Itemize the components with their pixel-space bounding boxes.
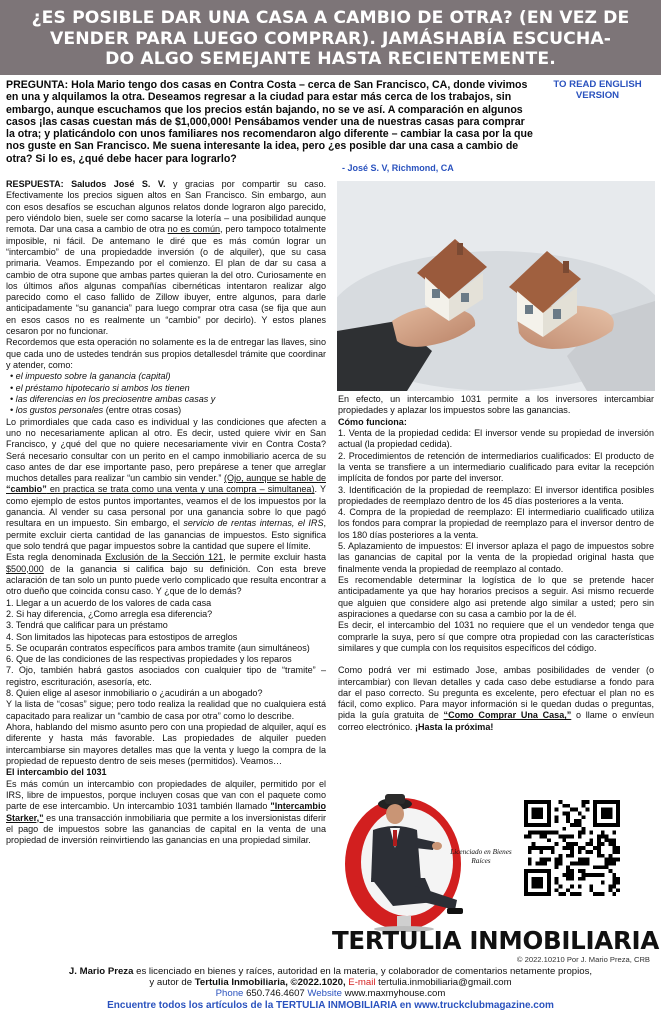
headline-line-1: ¿ES POSIBLE DAR UNA CASA A CAMBIO DE OTRA? (EN VEZ DE <box>31 8 630 28</box>
step-item: 2. Procedimientos de retención de intermediarios cualificados: El producto de la venta se transfiere a un intermediario cualificado para evitar la recepción implícita de fondos por parte del inversor. <box>338 450 654 484</box>
list-item: • las diferencias en los preciosentre ambas casas y <box>10 393 216 404</box>
step-item: 8. Quien elige al asesor inmobiliario o ¿acudirán a un abogado? <box>6 688 263 699</box>
answer-lead: RESPUESTA: Saludos José S. V. <box>6 179 166 189</box>
answer-text: . Y como ejemplo de estos puntos importantes, veamos el de los impuestos por la ganancia. Al vender su casa personal por una ganancia sobre lo que pagó resultara en un impuesto. Sin embargo, el <box>6 484 326 529</box>
website-label: Website <box>307 988 342 1000</box>
step-item: 5. Se ocuparán contratos específicos para ambos tramite (aun simultáneos) <box>6 642 310 653</box>
list-item-tail: (entre otras cosas) <box>105 405 182 416</box>
step-item: 3. Tendrá que calificar para un préstamo <box>6 620 168 631</box>
answer-paragraph: Ahora, hablando del mismo asunto pero con una propiedad de alquiler, aquí es diferente y hasta más favorable. Las propiedades de alquiler pueden intercambiarse sin mayores detalles mas que la venta y luego la compra de la propiedad de repuesto dentro de seis meses (permitidos). Veamos… <box>6 722 326 766</box>
not-common-emphasis: no es común <box>167 224 221 235</box>
section-heading-1031: El intercambio del 1031 <box>6 767 107 778</box>
answer-column-right <box>338 394 654 733</box>
english-version-link[interactable]: TO READ ENGLISH VERSION <box>553 79 642 101</box>
note-underlined: en practica se trata como una venta y una compra – simultanea) <box>46 484 315 495</box>
book-title: Tertulia Inmobiliaria, ©2022.1020, <box>194 977 346 989</box>
answer-column-left <box>6 179 326 846</box>
question-text: PREGUNTA: Hola Mario tengo dos casas en Contra Costa – cerca de San Francisco, CA, donde vivimos en una y alquilamos la otra. Deseamos regresar a la ciudad para estar más cerca de los trabajos, sin embargo, aunque escuchamos que los precios están bajando, no se ve así. A comparación en algunos casos ¡las casas cuestan más de $1,000,000! Pensábamos vender una de nuestras casas para comprar la otra; y platicándolo con unos familiares nos recomendaron algo diferente – cambiar la casa por la que nos guste en San Francisco. Me suena interesante la idea, pero ¿es posible dar una casa a cambio de otra? Si lo es, ¿qué debe hacer para lograrlo? <box>6 79 533 165</box>
email-link[interactable]: tertulia.inmobiliaria@gmail.com <box>378 977 512 989</box>
list-item-text: • los gustos personales <box>10 405 104 416</box>
note-underlined: (Ojo, aunque se hable de <box>224 473 327 484</box>
author-name: J. Mario Preza <box>68 966 134 977</box>
step-item: 4. Son limitados las hipotecas para estostipos de arreglos <box>6 631 238 642</box>
question-signature: - José S. V, Richmond, CA <box>342 163 454 173</box>
answer-text: Es más común un intercambio con propiedades de alquiler, permitido por el IRS, libre de impuestos, porque incluyen cosas que van con el paquete como parte de ese intercambio. Un intercambio 1031 también llamado <box>6 778 326 812</box>
answer-text: Lo primordiales que cada caso es individual y las condiciones que afecten a uno no necesariamente aplican al otro. Es decir, usted quiere vivir en San Francisco, y ¿qué del que no quiere necesariamente vivir en Contra Costa? Será necesario consultar con un perito en el campo inmobiliario acerca de su caso antes de dar ese importante paso, pero prepárese a tener que arreglar muchos detalles para realizar “un cambio sin vender.” <box>6 416 326 484</box>
answer-text: y gracias por compartir su caso. Efectivamente los precios siguen altos en San Francisco. Sin embargo, aun con esos desafíos se escuchan algunos relatos donde lograron algo parecido, pero viéndolo bien, suele ser como sacarse la lotería – una posibilidad aunque remota. Dar una casa a cambio de otra <box>6 179 326 235</box>
section-121-emphasis: Exclusión de la Sección 121 <box>105 552 224 563</box>
headline-banner <box>0 0 661 75</box>
amount-emphasis: $500,000 <box>6 563 44 574</box>
copyright-notice: © 2022.10210 Por J. Mario Preza, CRB <box>516 955 650 964</box>
step-item: 6. Que de las condiciones de las respectivas propiedades y los reparos <box>6 654 292 665</box>
answer-text: , le permite excluir hasta <box>223 552 326 563</box>
free-guide-link[interactable]: “Como Comprar Una Casa,” <box>443 710 572 721</box>
answer-paragraph: Recordemos que esta operación no solamente es la de entregar las llaves, sino que cada uno de ustedes tendrán sus propios detallesdel trámite que coordinar y atender, como: <box>6 337 326 370</box>
brand-title: TERTULIA INMOBILIARIA <box>332 926 659 955</box>
answer-text: Esta regla denominada <box>6 552 102 563</box>
step-item: 2. Si hay diferencia, ¿Como arregla esa diferencia? <box>6 608 213 619</box>
answer-text: de la ganancia si califica bajo su definición. Con esta breve aclaración de tan solo un punto puede verlo complicado que resulta encontrar a otro dueño que coincida consu caso. Y ¿que de lo demás? <box>6 563 327 597</box>
qr-code[interactable] <box>524 800 620 896</box>
headline-line-2: VENDER PARA LUEGO COMPRAR). JAMÁSHABÍA ESCUCHA- <box>49 28 612 49</box>
step-item: 4. Compra de la propiedad de reemplazo: El intermediario cualificado utiliza los fondos para comprar la propiedad de reemplazo para el inversor dentro de los 180 días posteriores a la venta. <box>338 507 654 540</box>
answer-text: , pero tampoco totalmente imposible, ni fácil. De antemano le diré que es más común lograr un “intercambio” de una propiedadde inversión (o de alquiler), que su casa primaria. Veamos. Empezando por el comienzo. El plan de dar su casa a cambio de otra supone que ambas partes quieran la del otro. Curiosamente en los últimos años algunas compañías cibernéticas intentaron realizar algo parecido como el caso fallido de Zillow ibuyer, entre algunos, para darle anticipadamente “su ganancia” para luego comprar otra casa (se fija que aun en esos casos no es realmente un “cambio” por decirlo). Y estos planes cesaron por no funcionar. <box>6 224 326 337</box>
section-heading-how: Cómo funciona: <box>338 416 407 427</box>
houses-in-hands-photo <box>337 181 655 391</box>
question-block <box>6 79 536 165</box>
list-item <box>6 405 326 416</box>
email-label: E-mail <box>348 977 376 989</box>
step-item: 5. Aplazamiento de impuestos: El inversor aplaza el pago de impuestos sobre las ganancias de capital por la venta de la propiedad original hasta que finalmente venda la propiedad de reemplazo al contado. <box>338 541 654 574</box>
answer-text: , permite excluir cierta cantidad de las ganancias de impuestos. Esto significa que solo tendrá que pagar impuestos sobre la cantidad que supere el límite. <box>6 518 327 551</box>
answer-paragraph: Es decir, el intercambio del 1031 no requiere que el un vendedor tenga que comprarle la suya, pero sí que compre otra propiedad con las características similares y que cumpla con los requisitos específicos del código. <box>338 620 654 653</box>
author-text: y autor de <box>149 977 193 989</box>
step-item: 3. Identificación de la propiedad de reemplazo: El inversor identifica posibles propiedades de reemplazo dentro de los 45 días posteriores a la venta. <box>338 484 654 506</box>
qr-code-image <box>524 800 620 896</box>
irs-emphasis: servicio de rentas internas, el IRS <box>183 518 324 529</box>
list-item: • el impuesto sobre la ganancia (capital) <box>10 371 171 382</box>
sign-off: ¡Hasta la próxima! <box>414 721 494 732</box>
answer-paragraph: Es recomendable determinar la logística de lo que se pretende hacer anticipadamente ya que hay horarios precisos a seguir. Asi mismo recuerde que alguien que considere algo asi pretende algo similar a usted; pero sin aspiraciones a quedarse con su casa a cambio por la de él. <box>338 575 654 619</box>
photo-illustration <box>337 181 655 391</box>
license-caption: Licenciado en Bienes Raíces <box>450 848 512 865</box>
phone-number[interactable]: 650.746.4607 <box>246 988 305 1000</box>
magazine-link[interactable]: Encuentre todos los artículos de la TERTULIA INMOBILIARIA en www.truckclubmagazine.com <box>107 1000 554 1012</box>
answer-paragraph: En efecto, un intercambio 1031 permite a los inversores intercambiar propiedades y aplazar los impuestos sobre las ganancias. <box>338 394 654 416</box>
website-link[interactable]: www.maxmyhouse.com <box>344 988 446 1000</box>
author-bio: es licenciado en bienes y raíces, autoridad en la materia, y colaborador de comentarios netamente propios, <box>136 966 593 977</box>
step-item: 1. Venta de la propiedad cedida: El inversor vende su propiedad de inversión actual (la propiedad cedida). <box>338 427 654 450</box>
list-item: • el préstamo hipotecario si ambos los tienen <box>10 382 190 393</box>
headline-line-3: DO ALGO SEMEJANTE HASTA RECIENTEMENTE. <box>105 49 556 69</box>
answer-text: es una transacción inmobiliaria que permite a los inversionistas diferir el pago de impuestos sobre las ganancias de capital en la venta de una propiedad de inversión reinvirtiendo las ganancias en una propiedad similar. <box>6 812 326 846</box>
step-item: 1. Llegar a un acuerdo de los valores de cada casa <box>6 597 212 608</box>
answer-text: Como podrá ver mi estimado Jose, ambas posibilidades de vender (o intercambiar) con llevan detalles y cada caso debe estudiarse a fondo para dar el paso correcto. Su pregunta es excelente, pero efectuar el plan no es fácil, como explico. Para mayor información si le quedan dudas o preguntas, pida la guía gratuita de <box>338 665 654 721</box>
step-item: 7. Ojo, también habrá gastos asociados con cualquier tipo de “tramite” – registro, escrituración, asesoría, etc. <box>6 665 326 687</box>
footer <box>0 966 661 1011</box>
cambio-emphasis: “cambio” <box>6 484 47 495</box>
phone-label: Phone <box>215 988 244 1000</box>
starker-emphasis: "Intercambio Starker," <box>6 801 326 823</box>
answer-paragraph: Y la lista de “cosas” sigue; pero todo realiza la realidad que no cualquiera está capacitado para realizar un “cambio de casa por otra” como lo describe. <box>6 699 326 721</box>
answer-text: o llame o envíeun correo electrónico. <box>338 710 655 732</box>
